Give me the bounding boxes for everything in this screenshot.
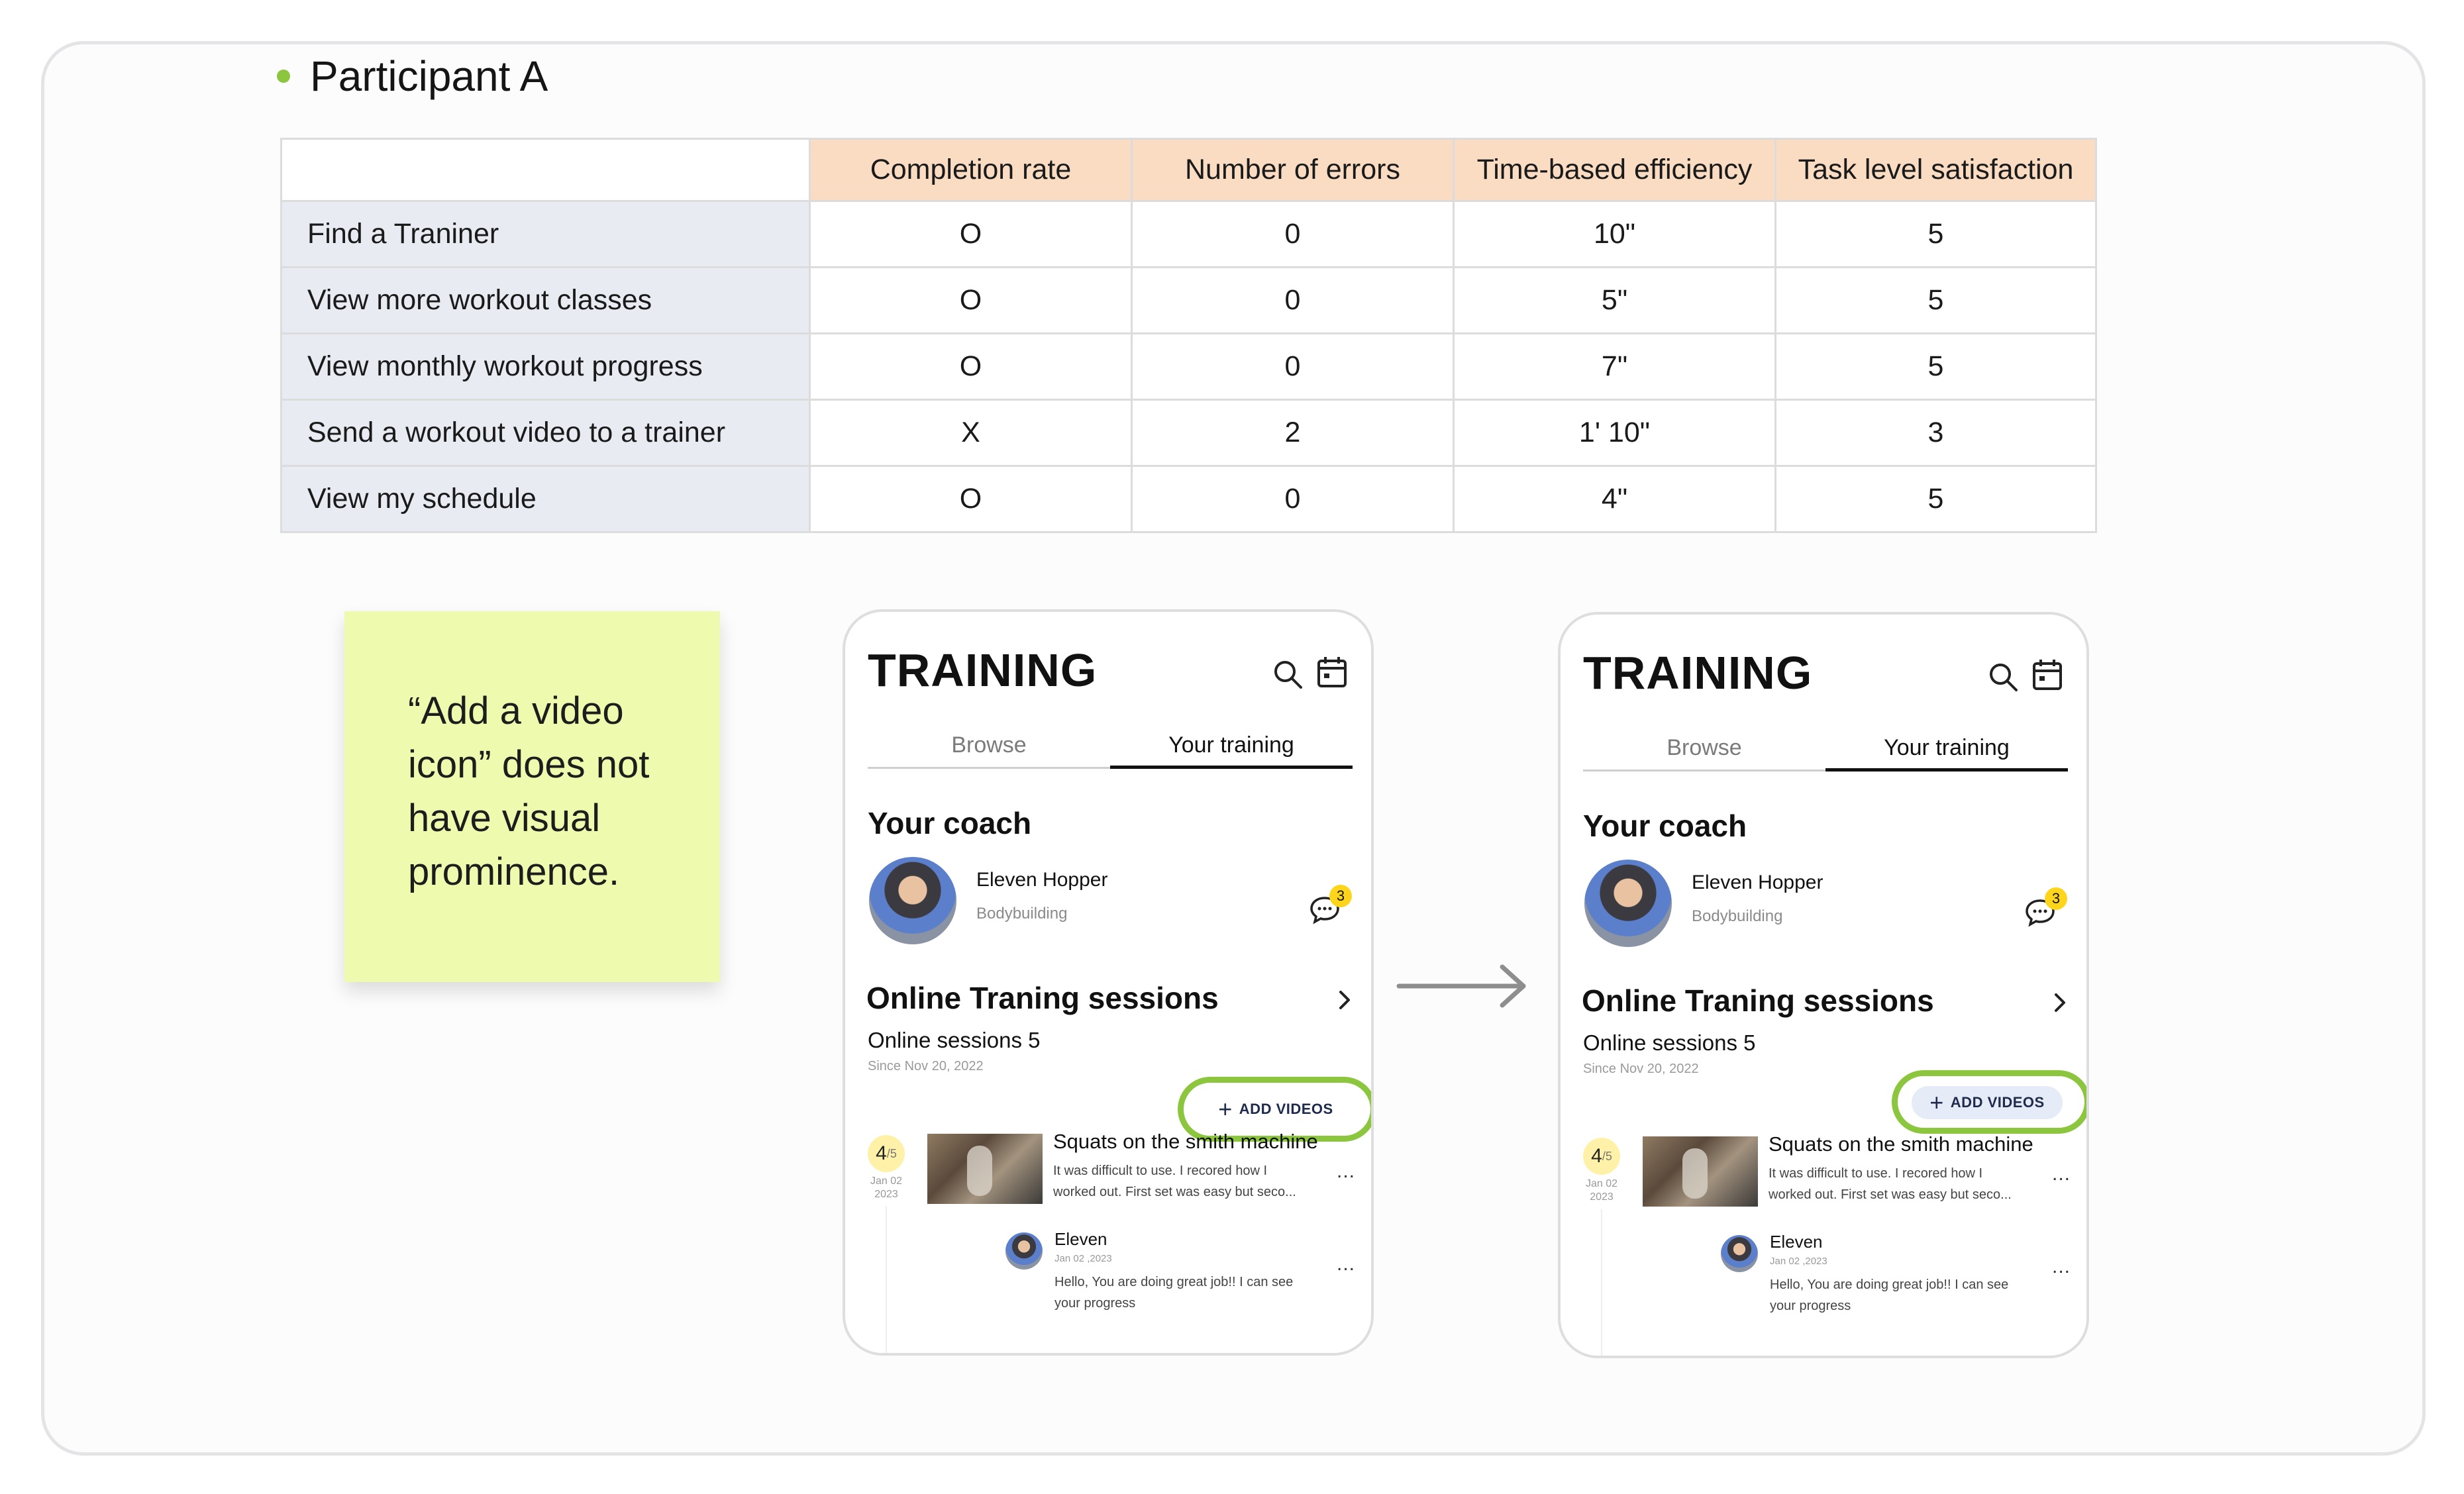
score-value: 4	[876, 1142, 887, 1164]
results-table	[280, 138, 2097, 533]
search-icon[interactable]	[1987, 661, 2019, 693]
entry-date	[1580, 1177, 1623, 1204]
table-row	[282, 334, 2096, 400]
sticky-line: prominence.	[408, 850, 620, 893]
completion-cell: X	[810, 400, 1132, 466]
time-cell: 1' 10"	[1454, 400, 1776, 466]
score-badge	[868, 1135, 905, 1172]
sessions-heading: Online Traning sessions	[866, 981, 1219, 1015]
message-count-badge: 3	[2045, 887, 2067, 910]
phone-revised	[1558, 612, 2089, 1358]
score-badge	[1583, 1138, 1620, 1175]
task-cell: Find a Traniner	[282, 201, 810, 268]
sticky-line: “Add a video	[408, 689, 624, 732]
entry-body-line: worked out. First set was easy but seco...	[1053, 1185, 1296, 1199]
reply-body-line: your progress	[1770, 1299, 1851, 1313]
score-value: 4	[1591, 1145, 1602, 1167]
add-videos-label: ADD VIDEOS	[1239, 1101, 1333, 1117]
tab-browse[interactable]: Browse	[1667, 735, 1742, 760]
time-cell: 10"	[1454, 201, 1776, 268]
table-row	[282, 466, 2096, 532]
heading-text: Participant A	[310, 52, 548, 100]
message-count-badge: 3	[1329, 885, 1352, 907]
sticky-note	[344, 611, 720, 982]
plus-icon: +	[1218, 1095, 1233, 1122]
sessions-heading: Online Traning sessions	[1582, 983, 1934, 1018]
reply-date: Jan 02 ,2023	[1054, 1253, 1112, 1264]
satisfaction-cell: 3	[1776, 400, 2096, 466]
reply-body	[1770, 1274, 2048, 1317]
table-row	[282, 201, 2096, 268]
satisfaction-cell: 5	[1776, 334, 2096, 400]
entry-date	[865, 1175, 907, 1201]
table-row	[282, 400, 2096, 466]
avatar[interactable]	[1584, 860, 1672, 947]
timeline-line	[886, 1207, 887, 1356]
timeline-line	[1601, 1209, 1602, 1358]
more-icon[interactable]: ...	[1337, 1253, 1356, 1275]
reply-body-line: Hello, You are doing great job!! I can see	[1054, 1275, 1294, 1289]
table-row	[282, 268, 2096, 334]
more-icon[interactable]: ...	[1337, 1160, 1356, 1182]
completion-cell: O	[810, 268, 1132, 334]
column-header: Completion rate	[810, 139, 1132, 201]
task-cell: View more workout classes	[282, 268, 810, 334]
arrow-right-icon	[1396, 963, 1529, 1009]
tab-underline	[1583, 770, 1825, 772]
more-icon[interactable]: ...	[2052, 1256, 2071, 1277]
time-cell: 7"	[1454, 334, 1776, 400]
reply-date: Jan 02 ,2023	[1770, 1256, 1827, 1267]
entry-body	[1053, 1160, 1331, 1203]
satisfaction-cell: 5	[1776, 201, 2096, 268]
column-header: Number of errors	[1132, 139, 1454, 201]
completion-cell: O	[810, 466, 1132, 532]
column-header: Task level satisfaction	[1776, 139, 2096, 201]
entry-date-year: 2023	[874, 1189, 898, 1200]
coach-specialty: Bodybuilding	[1692, 907, 1783, 925]
search-icon[interactable]	[1272, 658, 1304, 690]
reply-body	[1054, 1271, 1333, 1314]
tab-active-underline	[1825, 768, 2068, 772]
tab-active-underline	[1110, 766, 1353, 769]
avatar	[1721, 1235, 1758, 1272]
score-denominator: /5	[886, 1146, 897, 1160]
task-cell: View my schedule	[282, 466, 810, 532]
reply-body-line: your progress	[1054, 1296, 1136, 1311]
thumbnail-figure	[967, 1146, 992, 1196]
errors-cell: 0	[1132, 466, 1454, 532]
tab-your-training[interactable]: Your training	[1168, 732, 1294, 758]
coach-specialty: Bodybuilding	[976, 905, 1068, 922]
page-title: TRAINING	[1583, 647, 1813, 699]
page-title: TRAINING	[868, 644, 1098, 696]
plus-icon: +	[1929, 1089, 1944, 1116]
avatar[interactable]	[869, 857, 956, 944]
entry-body-line: It was difficult to use. I recored how I	[1769, 1166, 1983, 1181]
errors-cell: 0	[1132, 201, 1454, 268]
sessions-count: Online sessions 5	[868, 1028, 1041, 1052]
entry-date-year: 2023	[1590, 1191, 1614, 1203]
table-corner-cell	[282, 139, 810, 201]
sessions-since: Since Nov 20, 2022	[1583, 1062, 1699, 1076]
phone-original	[843, 609, 1374, 1356]
more-icon[interactable]: ...	[2052, 1163, 2071, 1185]
bullet-icon	[277, 70, 290, 83]
coach-heading: Your coach	[1583, 809, 1747, 843]
task-cell: Send a workout video to a trainer	[282, 400, 810, 466]
sticky-line: icon” does not	[408, 743, 650, 786]
add-videos-label: ADD VIDEOS	[1950, 1094, 2045, 1111]
entry-body-line: It was difficult to use. I recored how I	[1053, 1164, 1268, 1178]
video-thumbnail[interactable]	[927, 1134, 1043, 1204]
entry-body-line: worked out. First set was easy but seco...	[1769, 1187, 2012, 1202]
satisfaction-cell: 5	[1776, 466, 2096, 532]
coach-heading: Your coach	[868, 806, 1032, 840]
participant-heading	[277, 52, 548, 101]
satisfaction-cell: 5	[1776, 268, 2096, 334]
video-thumbnail[interactable]	[1643, 1136, 1758, 1207]
sticky-note-text	[408, 684, 686, 899]
calendar-icon[interactable]	[1317, 656, 1347, 689]
chevron-right-icon[interactable]	[2051, 991, 2069, 1015]
column-header: Time-based efficiency	[1454, 139, 1776, 201]
entry-date-day: Jan 02	[870, 1175, 903, 1187]
entry-body	[1769, 1163, 2047, 1205]
score-denominator: /5	[1602, 1149, 1612, 1163]
coach-name[interactable]: Eleven Hopper	[1692, 872, 1823, 893]
time-cell: 5"	[1454, 268, 1776, 334]
thumbnail-figure	[1682, 1148, 1708, 1199]
sticky-line: have visual	[408, 797, 601, 840]
reply-author: Eleven	[1770, 1232, 1823, 1252]
tab-your-training[interactable]: Your training	[1884, 735, 2010, 760]
sessions-count: Online sessions 5	[1583, 1030, 1756, 1055]
errors-cell: 2	[1132, 400, 1454, 466]
entry-title[interactable]: Squats on the smith machine	[1769, 1132, 2033, 1156]
entry-title[interactable]: Squats on the smith machine	[1053, 1130, 1318, 1153]
highlight-outline	[1892, 1070, 2089, 1134]
task-cell: View monthly workout progress	[282, 334, 810, 400]
tab-underline	[868, 767, 1110, 769]
time-cell: 4"	[1454, 466, 1776, 532]
errors-cell: 0	[1132, 268, 1454, 334]
entry-date-day: Jan 02	[1585, 1178, 1618, 1189]
table-header-row	[282, 139, 2096, 201]
sessions-since: Since Nov 20, 2022	[868, 1059, 984, 1073]
reply-author: Eleven	[1054, 1229, 1107, 1249]
tab-browse[interactable]: Browse	[951, 732, 1027, 758]
completion-cell: O	[810, 334, 1132, 400]
reply-body-line: Hello, You are doing great job!! I can see	[1770, 1277, 2009, 1292]
errors-cell: 0	[1132, 334, 1454, 400]
completion-cell: O	[810, 201, 1132, 268]
calendar-icon[interactable]	[2032, 658, 2063, 691]
coach-name[interactable]: Eleven Hopper	[976, 869, 1108, 891]
avatar	[1005, 1232, 1043, 1270]
chevron-right-icon[interactable]	[1335, 988, 1354, 1012]
